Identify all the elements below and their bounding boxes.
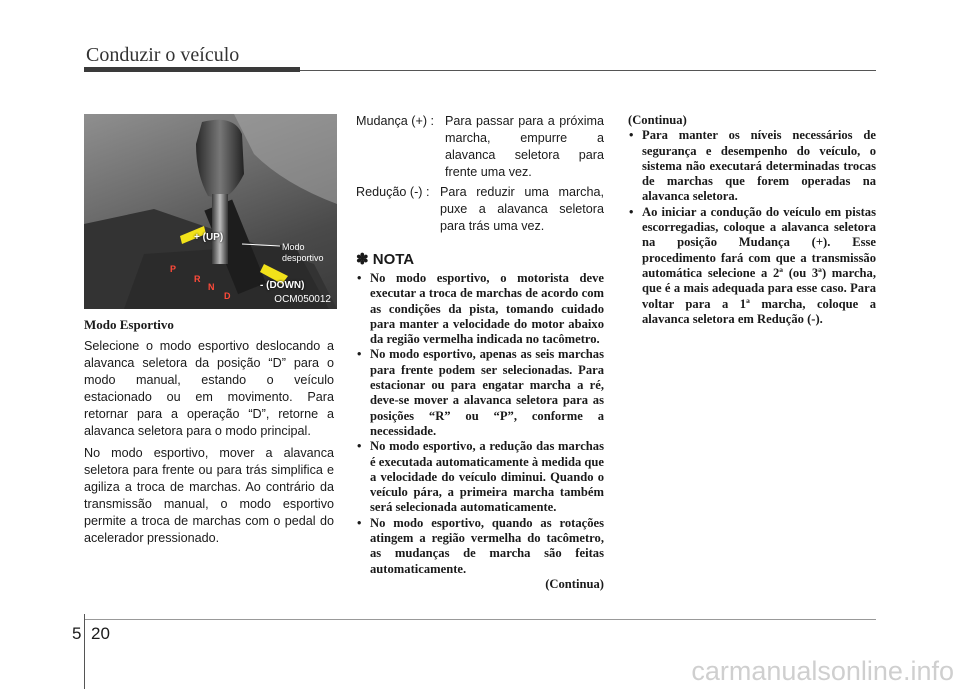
- footer-rule: [84, 619, 876, 620]
- page-number: 20: [91, 624, 110, 643]
- column-middle: [356, 113, 604, 592]
- list-item: • No modo esportivo, quando as rotações atingem a região vermelha do tacômetro, as mudanças de marcha são feitas automaticamente.: [356, 516, 604, 577]
- gate-letter: D: [224, 291, 231, 301]
- paragraph: Selecione o modo esportivo deslocando a alavanca seletora da posição “D” para o modo manual, estando o veículo estacionado ou em movimento. Para retornar para a operação “D”, retorne a alavanca seletora para o modo principal.: [84, 339, 334, 438]
- definition-desc: Para passar para a próxima marcha, empurre a alavanca seletora para frente uma vez.: [445, 114, 604, 179]
- page-header-title: Conduzir o veículo: [86, 44, 240, 66]
- continua-list: [628, 128, 876, 327]
- definition-downshift: [356, 184, 604, 235]
- definition-term: Mudança (+) :: [356, 114, 435, 128]
- label-up: + (UP): [194, 232, 224, 243]
- watermark: carmanualsonline.info: [691, 656, 954, 686]
- chapter-number: 5: [72, 624, 82, 643]
- definition-desc: Para reduzir uma marcha, puxe a alavanca seletora para trás uma vez.: [440, 185, 604, 233]
- list-item: • No modo esportivo, apenas as seis marchas para frente podem ser selecionadas. Para estacionar ou para engatar marcha a ré, deve-se mover a alavanca seletora para as posições “R” ou “P”, conforme a necessidade.: [356, 347, 604, 439]
- column-right: [628, 113, 876, 327]
- paragraph: No modo esportivo, mover a alavanca seletora para frente ou para trás simplifica e agiliza a troca de marchas. Ao contrário da transmissão manual, o modo esportivo permite a troca de marchas com o pedal do acelerador pressionado.: [84, 446, 334, 545]
- footer-vertical-rule: [84, 614, 85, 689]
- header-rule: [300, 70, 876, 71]
- header-bar: [84, 67, 300, 72]
- nota-list: [356, 271, 604, 577]
- section-heading: Modo Esportivo: [84, 317, 174, 332]
- definition-term: Redução (-) :: [356, 185, 430, 199]
- list-item: • Para manter os níveis necessários de segurança e desempenho do veículo, o sistema não executará determinadas trocas de marchas que forem operadas na alavanca seletora.: [628, 128, 876, 204]
- list-item: • No modo esportivo, a redução das marchas é executada automaticamente à medida que a velocidade do veículo diminui. Quando o veículo pára, a primeira marcha também será selecionada automaticamente.: [356, 439, 604, 515]
- label-modo-desportivo: Modo desportivo: [282, 242, 324, 263]
- gear-shifter-photo: [84, 114, 337, 309]
- column-left: [84, 317, 334, 552]
- list-item: • Ao iniciar a condução do veículo em pistas escorregadias, coloque a alavanca seletora na posição Mudança (+). Esse procedimento fará com que a transmissão automática selecione a 2ª (ou 3ª) marcha, que é a mais adequada para esse caso. Para voltar para a 1ª marcha, coloque a alavanca seletora em Redução (-).: [628, 205, 876, 327]
- continua-heading: (Continua): [628, 113, 687, 127]
- list-item: • No modo esportivo, o motorista deve executar a troca de marchas de acordo com as condições da pista, tomando cuidado para manter a velocidade do motor abaixo da região vermelha indicada no tacômetro.: [356, 271, 604, 347]
- continua-label: (Continua): [545, 576, 604, 591]
- gate-letter: R: [194, 274, 201, 284]
- label-down: - (DOWN): [260, 280, 305, 291]
- photo-code: OCM050012: [274, 294, 331, 305]
- definition-upshift: [356, 113, 604, 181]
- gate-letter: P: [170, 264, 177, 274]
- gate-letter: N: [208, 282, 215, 292]
- nota-heading: ✽ NOTA: [356, 251, 415, 268]
